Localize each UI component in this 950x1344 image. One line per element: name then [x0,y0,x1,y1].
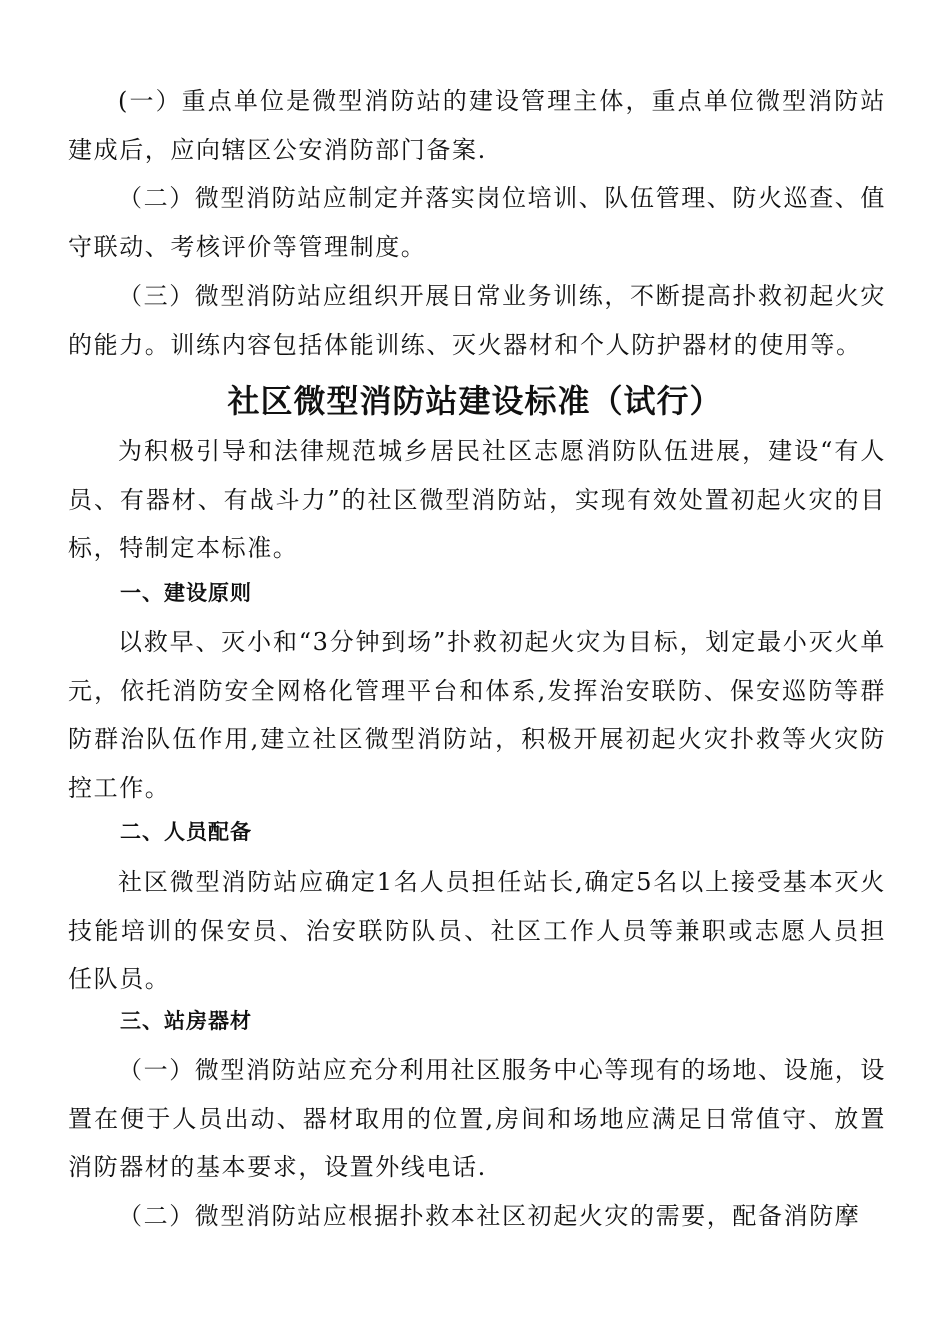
intro-paragraph: 为积极引导和法律规范城乡居民社区志愿消防队伍进展，建设“有人员、有器材、有战斗力”的社区微型消防站，实现有效处置初起火灾的目标，特制定本标准。 [68,437,886,562]
paragraph-top-3: （三）微型消防站应组织开展日常业务训练，不断提高扑救初起火灾的能力。训练内容包括体能训练、灭火器材和个人防护器材的使用等。 [68,282,886,359]
last-paragraph: （二）微型消防站应根据扑救本社区初起火灾的需要，配备消防摩 [118,1202,861,1230]
section-body-principles: 以救早、灭小和“3分钟到场”扑救初起火灾为目标，划定最小灭火单元，依托消防安全网格化管理平台和体系,发挥治安联防、保安巡防等群防群治队伍作用,建立社区微型消防站，积极开展初起火灾扑救等火灾防控工作。 [68,628,886,802]
section-body-station: （一）微型消防站应充分利用社区服务中心等现有的场地、设施，设置在便于人员出动、器材取用的位置,房间和场地应满足日常值守、放置消防器材的基本要求，设置外线电话. [68,1056,886,1181]
paragraph-top-1: (一）重点单位是微型消防站的建设管理主体，重点单位微型消防站建成后，应向辖区公安消防部门备案. [68,87,886,164]
section-body-staffing: 社区微型消防站应确定1名人员担任站长,确定5名以上接受基本灭火技能培训的保安员、治安联防队员、社区工作人员等兼职或志愿人员担任队员。 [68,868,886,993]
paragraph-top-2: （二）微型消防站应制定并落实岗位培训、队伍管理、防火巡查、值守联动、考核评价等管理制度。 [68,184,886,261]
section-heading-staffing: 二、人员配备 [120,820,252,844]
section-heading-station: 三、站房器材 [120,1009,252,1033]
document-title: 社区微型消防站建设标准（试行） [227,382,723,420]
section-heading-principles: 一、建设原则 [120,581,252,605]
